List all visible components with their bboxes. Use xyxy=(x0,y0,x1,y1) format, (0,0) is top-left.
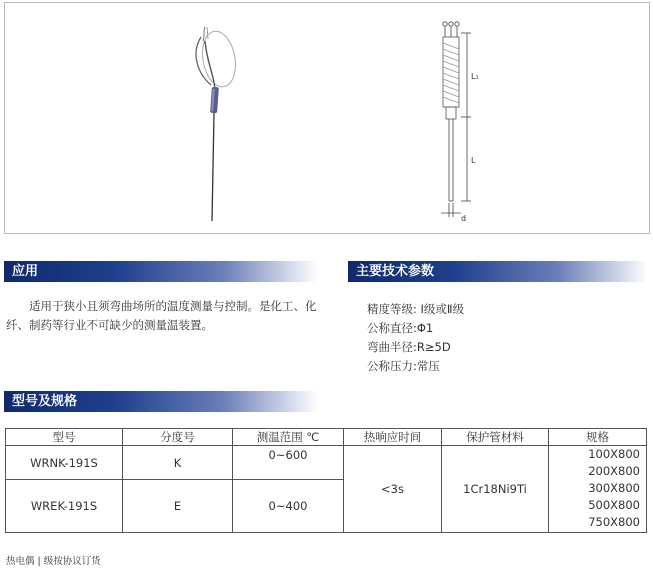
model-table xyxy=(5,428,647,533)
size-item: 500X800 xyxy=(588,498,640,512)
range-cell: 0~600 xyxy=(233,446,344,480)
col-response: 热响应时间 xyxy=(344,429,442,446)
table-row xyxy=(6,446,647,480)
application-text: 适用于狭小且须弯曲场所的温度测量与控制。是化工、化纤、制药等行业不可缺少的测量温装置。 xyxy=(6,299,317,332)
product-figure xyxy=(4,2,650,234)
col-size: 规格 xyxy=(549,429,647,446)
table-header-row xyxy=(6,429,647,446)
tech-params-list xyxy=(367,300,464,376)
material-cell: 1Cr18Ni9Ti xyxy=(442,446,549,533)
size-item: 300X800 xyxy=(588,481,640,495)
col-division: 分度号 xyxy=(123,429,233,446)
col-material: 保护管材料 xyxy=(442,429,549,446)
division-cell: E xyxy=(123,480,233,533)
tech-params-header: 主要技术参数 xyxy=(348,261,648,282)
size-item: 200X800 xyxy=(588,464,640,478)
thermocouple-drawings xyxy=(5,3,651,235)
dim-l1-label: L₁ xyxy=(471,72,479,81)
application-header: 应用 xyxy=(4,261,318,282)
size-item: 750X800 xyxy=(588,515,640,529)
range-cell: 0~400 xyxy=(233,480,344,533)
dim-l-label: L xyxy=(471,156,476,165)
division-cell: K xyxy=(123,446,233,480)
dim-d-label: d xyxy=(461,214,467,223)
footer-note: 热电偶 | 级按协议订货 xyxy=(6,556,101,567)
spec-diameter: 公称直径:Φ1 xyxy=(367,321,434,335)
model-cell: WREK-191S xyxy=(6,480,123,533)
response-cell: <3s xyxy=(344,446,442,533)
spec-accuracy: 精度等级: Ⅰ级或Ⅱ级 xyxy=(367,302,465,316)
col-range: 测温范围 ℃ xyxy=(233,429,344,446)
thermocouple-photo xyxy=(196,27,240,221)
model-cell: WRNK-191S xyxy=(6,446,123,480)
sizes-cell xyxy=(549,446,647,533)
col-model: 型号 xyxy=(6,429,123,446)
spec-pressure: 公称压力:常压 xyxy=(367,359,440,373)
size-item: 100X800 xyxy=(588,447,640,461)
spec-bend-radius: 弯曲半径:R≥5D xyxy=(367,340,451,354)
models-header: 型号及规格 xyxy=(4,391,318,412)
dimension-drawing xyxy=(441,22,471,217)
